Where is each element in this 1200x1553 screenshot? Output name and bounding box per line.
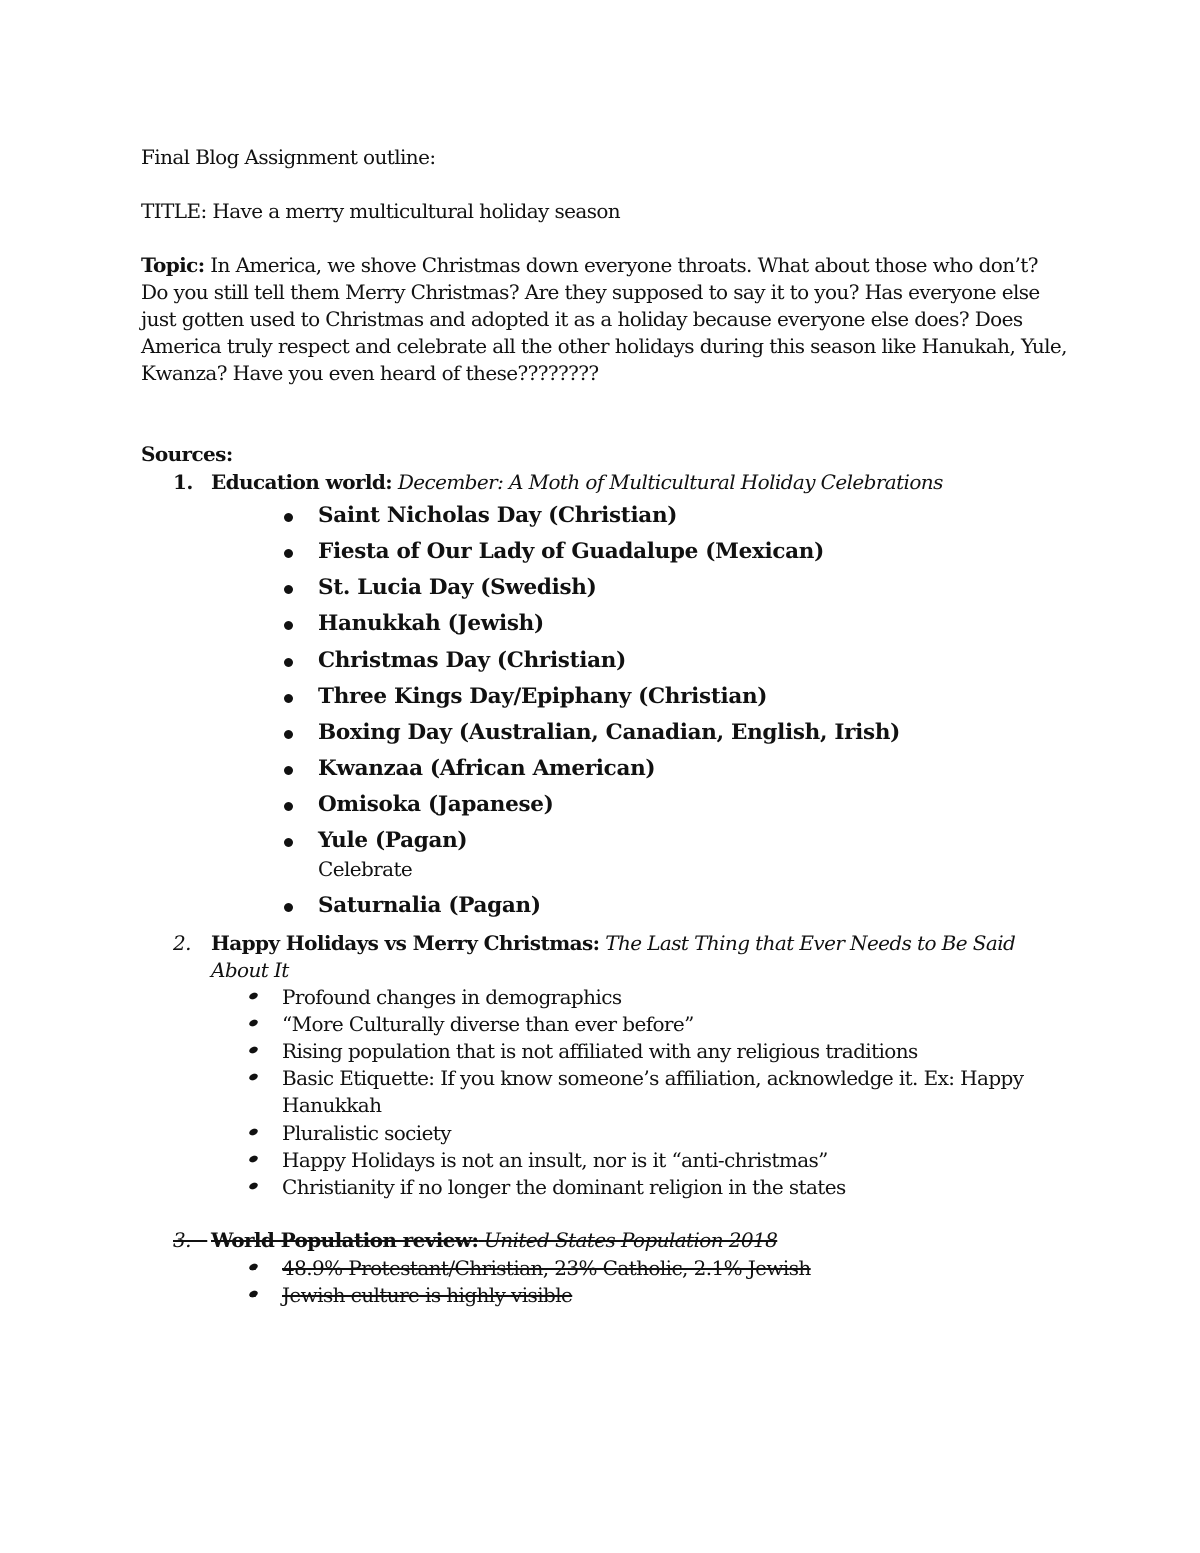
bullet-icon: [284, 730, 293, 739]
bullet-icon: [248, 1072, 259, 1081]
source1-number: 1.: [173, 470, 193, 494]
strike-lead: [250, 1283, 282, 1307]
list-item: Kwanzaa (African American): [318, 756, 656, 781]
list-item: Boxing Day (Australian, Canadian, English, Irish): [318, 720, 901, 745]
list-item: Basic Etiquette: If you know someone’s affiliation, acknowledge it. Ex: Happy: [282, 1066, 1024, 1090]
list-item: 48.9% Protestant/Christian, 23% Catholic, 2.1% Jewish: [282, 1256, 811, 1280]
bullet-icon: [284, 694, 293, 703]
bullet-icon: [248, 1045, 259, 1054]
source2-name: Happy Holidays vs Merry Christmas:: [211, 931, 600, 955]
bullet-icon: [284, 585, 293, 594]
list-item: Happy Holidays is not an insult, nor is it “anti-christmas”: [282, 1148, 828, 1172]
bullet-icon: [284, 802, 293, 811]
bullet-icon: [284, 658, 293, 667]
topic-line-1: Topic: In America, we shove Christmas down everyone throats. What about those who don’t?: [141, 253, 1038, 277]
bullet-icon: [248, 1018, 259, 1027]
list-item: Yule (Pagan): [318, 828, 468, 853]
source2-heading: [211, 931, 1015, 955]
list-item: Three Kings Day/Epiphany (Christian): [318, 684, 768, 709]
list-item: Pluralistic society: [282, 1121, 451, 1145]
bullet-icon: [284, 549, 293, 558]
topic-label: Topic:: [141, 253, 205, 277]
source3-name: World Population review:: [211, 1228, 479, 1252]
list-item: Christmas Day (Christian): [318, 648, 626, 673]
list-item: Saturnalia (Pagan): [318, 893, 541, 918]
list-item: St. Lucia Day (Swedish): [318, 575, 597, 600]
list-item: Saint Nicholas Day (Christian): [318, 503, 678, 528]
topic-line-5: Kwanza? Have you even heard of these????????: [141, 361, 599, 385]
list-item: Rising population that is not affiliated with any religious traditions: [282, 1039, 918, 1063]
bullet-icon: [284, 766, 293, 775]
source3-title: United States Population 2018: [484, 1228, 778, 1252]
source3-number: 3.: [173, 1228, 191, 1252]
yule-note: Celebrate: [318, 857, 413, 881]
topic-line-2: Do you still tell them Merry Christmas? Are they supposed to say it to you? Has everyone else: [141, 280, 1040, 304]
source2-title: The Last Thing that Ever Needs to Be Said: [605, 931, 1016, 955]
topic-line-3: just gotten used to Christmas and adopted it as a holiday because everyone else does? Does: [141, 307, 1023, 331]
bullet-icon: [248, 1181, 259, 1190]
list-item-continued: Hanukkah: [282, 1093, 382, 1117]
list-item: Hanukkah (Jewish): [318, 611, 544, 636]
list-item: Fiesta of Our Lady of Guadalupe (Mexican): [318, 539, 824, 564]
blog-title: TITLE: Have a merry multicultural holiday season: [141, 199, 621, 223]
source2-number: 2.: [173, 931, 191, 955]
bullet-icon: [284, 838, 293, 847]
bullet-icon: [284, 903, 293, 912]
source2-title-continued: About It: [211, 958, 289, 982]
source3-heading: [211, 1228, 777, 1252]
list-item: Profound changes in demographics: [282, 985, 622, 1009]
source1-name: Education world:: [211, 470, 393, 494]
bullet-icon: [248, 991, 259, 1000]
strike-lead: [250, 1256, 282, 1280]
source3-gap: [190, 1228, 210, 1252]
bullet-icon: [284, 621, 293, 630]
list-item: Jewish culture is highly visible: [282, 1283, 573, 1307]
bullet-icon: [248, 1154, 259, 1163]
outline-title: Final Blog Assignment outline:: [141, 145, 436, 169]
list-item: “More Culturally diverse than ever before”: [282, 1012, 694, 1036]
topic-line-4: America truly respect and celebrate all the other holidays during this season like Hanukah, Yule,: [141, 334, 1067, 358]
source1-heading: [211, 470, 943, 494]
source1-title: December: A Moth of Multicultural Holiday Celebrations: [397, 470, 943, 494]
list-item: Christianity if no longer the dominant religion in the states: [282, 1175, 846, 1199]
bullet-icon: [248, 1127, 259, 1136]
sources-heading: Sources:: [141, 442, 233, 466]
list-item: Omisoka (Japanese): [318, 792, 554, 817]
bullet-icon: [284, 513, 293, 522]
